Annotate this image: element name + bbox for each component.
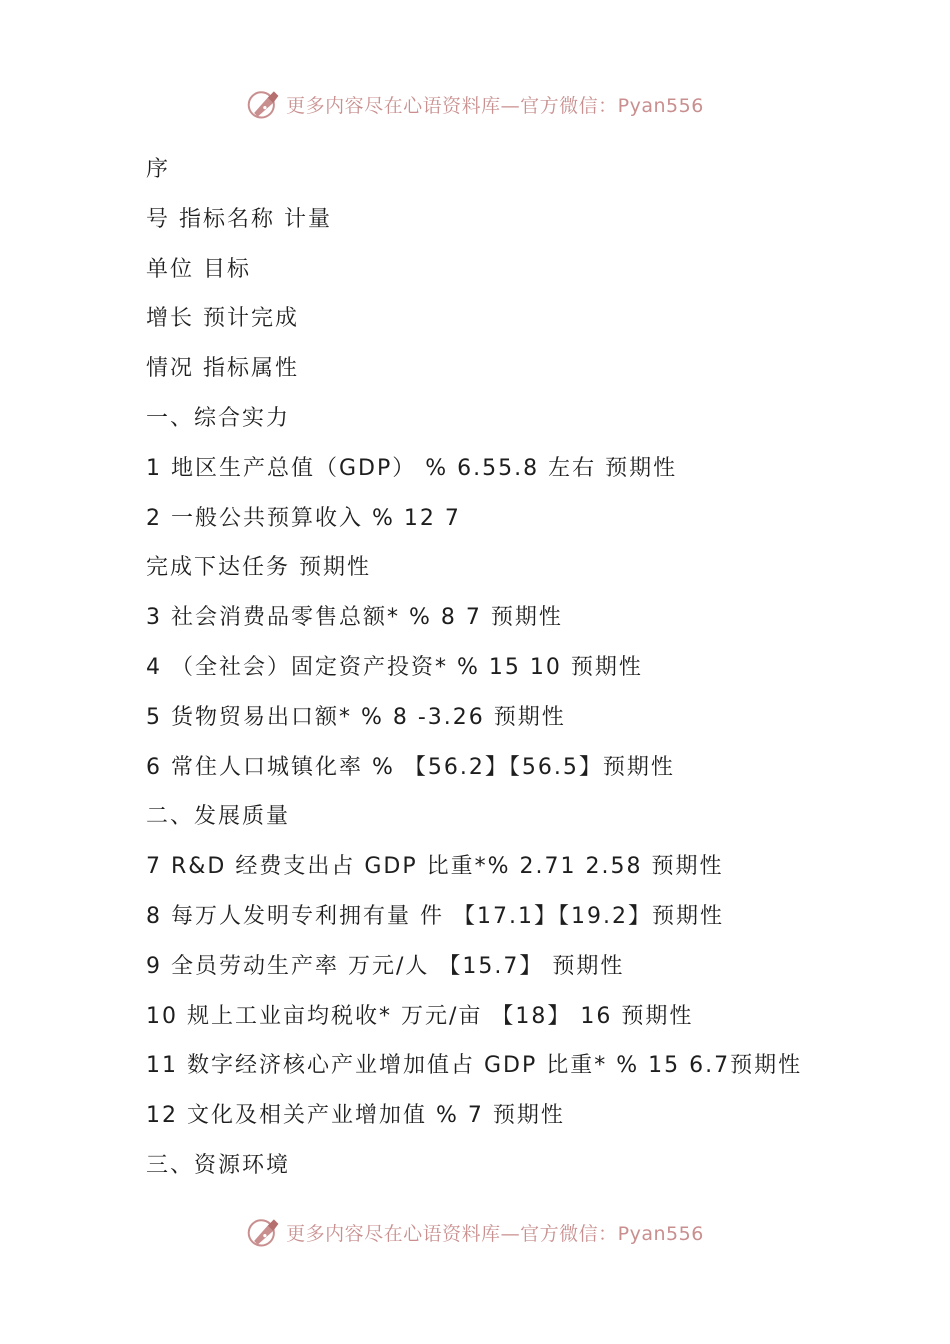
- indicator-row: 9 全员劳动生产率 万元/人 【15.7】 预期性: [146, 953, 625, 979]
- indicator-row: 11 数字经济核心产业增加值占 GDP 比重* % 15 6.7预期性: [146, 1053, 803, 1079]
- indicator-row: 5 货物贸易出口额* % 8 -3.26 预期性: [146, 704, 566, 730]
- indicator-row: 3 社会消费品零售总额* % 8 7 预期性: [146, 605, 563, 631]
- fountain-pen-nib-icon: [246, 1214, 282, 1250]
- indicator-row: 6 常住人口城镇化率 % 【56.2】【56.5】预期性: [146, 754, 675, 780]
- fountain-pen-nib-icon: [246, 86, 282, 122]
- indicator-row: 10 规上工业亩均税收* 万元/亩 【18】 16 预期性: [146, 1003, 694, 1029]
- watermark-text: [286, 1219, 704, 1246]
- text-line: 完成下达任务 预期性: [146, 555, 371, 581]
- text-line: 序: [146, 157, 171, 182]
- indicator-row: 12 文化及相关产业增加值 % 7 预期性: [146, 1103, 565, 1129]
- indicator-row: 4 （全社会）固定资产投资* % 15 10 预期性: [146, 654, 643, 680]
- text-line: 增长 预计完成: [146, 306, 299, 332]
- watermark-text: [286, 91, 704, 118]
- section-heading: 一、综合实力: [146, 405, 291, 431]
- watermark-wechat-id: Pyan556: [617, 94, 704, 117]
- section-heading: 二、发展质量: [146, 804, 291, 830]
- indicator-row: 2 一般公共预算收入 % 12 7: [146, 505, 461, 531]
- text-line: 单位 目标: [146, 256, 251, 282]
- text-line: 情况 指标属性: [146, 356, 299, 382]
- footer-watermark-banner: [0, 1212, 950, 1252]
- watermark-main-text: 更多内容尽在心语资料库—官方微信：: [286, 1222, 618, 1245]
- watermark-wechat-id: Pyan556: [617, 1222, 704, 1245]
- header-watermark-banner: [0, 84, 950, 124]
- indicator-row: 8 每万人发明专利拥有量 件 【17.1】【19.2】预期性: [146, 903, 724, 929]
- watermark-main-text: 更多内容尽在心语资料库—官方微信：: [286, 94, 618, 117]
- text-line: 号 指标名称 计量: [146, 206, 332, 232]
- document-body: [146, 152, 926, 1198]
- indicator-row: 7 R&D 经费支出占 GDP 比重*% 2.71 2.58 预期性: [146, 854, 724, 880]
- section-heading: 三、资源环境: [146, 1152, 291, 1178]
- indicator-row: 1 地区生产总值（GDP） % 6.55.8 左右 预期性: [146, 455, 678, 481]
